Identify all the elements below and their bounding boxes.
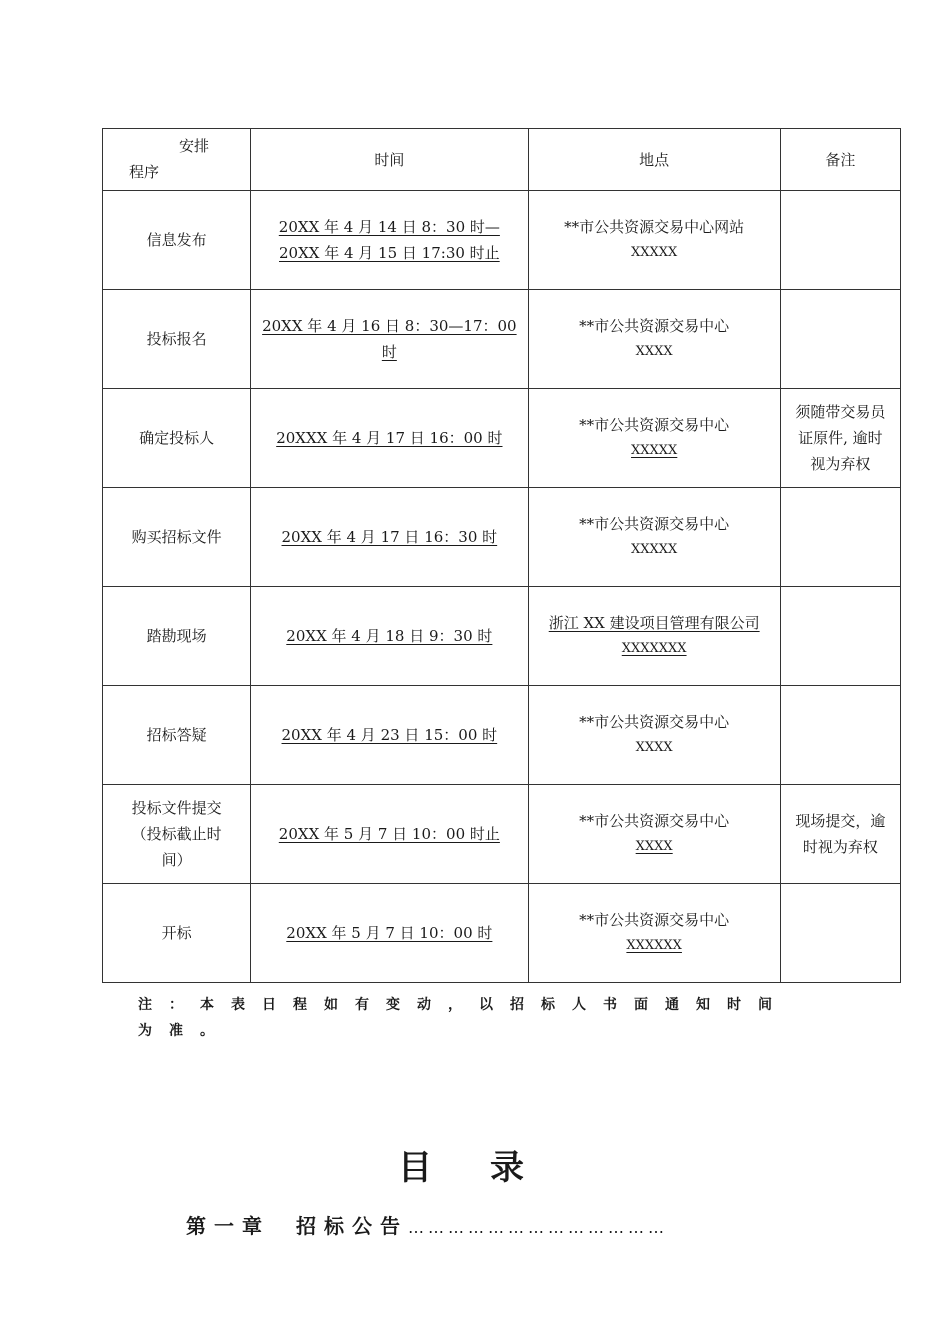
step-cell: [103, 884, 251, 983]
time-cell: [251, 686, 528, 785]
time-line: 20XX 年 4 月 14 日 8：30 时—: [278, 218, 500, 236]
place-line: XXXXX: [631, 245, 678, 260]
place-line: **市公共资源交易中心: [579, 911, 730, 929]
schedule-table: [102, 128, 901, 983]
step-line: 招标答疑: [146, 726, 207, 744]
step-line: 踏勘现场: [146, 627, 207, 645]
step-line: 投标文件提交: [131, 799, 222, 817]
remark-line: 视为弃权: [810, 455, 871, 473]
place-line: 浙江 XX 建设项目管理有限公司: [548, 614, 760, 632]
time-line: 20XX 年 4 月 15 日 17:30 时止: [279, 244, 500, 262]
place-cell: [528, 686, 780, 785]
remark-cell: [780, 191, 900, 290]
place-line: XXXXXXX: [621, 641, 687, 656]
time-line: 20XX 年 5 月 7 日 10：00 时止: [278, 825, 500, 843]
step-line: 确定投标人: [139, 429, 215, 447]
step-line: 开标: [161, 924, 192, 942]
time-line: 20XX 年 4 月 17 日 16：30 时: [281, 528, 498, 546]
table-note: [138, 992, 850, 1044]
remark-cell: [780, 785, 900, 884]
place-line: **市公共资源交易中心: [579, 515, 730, 533]
toc-title: 目录: [398, 1148, 582, 1188]
time-cell: [251, 884, 528, 983]
table-header-row: [103, 129, 901, 191]
time-line: 20XX 年 4 月 16 日 8：30—17：00 时: [262, 317, 517, 361]
step-line: 间）: [161, 851, 192, 869]
table-row: [103, 686, 901, 785]
time-line: 20XX 年 4 月 23 日 15：00 时: [281, 726, 498, 744]
table-row: [103, 587, 901, 686]
place-cell: [528, 785, 780, 884]
schedule-body: [103, 191, 901, 983]
corner-header-bottom: 程序: [129, 163, 160, 181]
place-line: **市公共资源交易中心网站: [564, 218, 745, 236]
place-line: XXXXX: [631, 542, 678, 557]
table-row: [103, 785, 901, 884]
remark-cell: [780, 389, 900, 488]
step-cell: [103, 389, 251, 488]
time-cell: [251, 389, 528, 488]
time-line: 20XXX 年 4 月 17 日 16：00 时: [276, 429, 503, 447]
time-cell: [251, 290, 528, 389]
remark-cell: [780, 884, 900, 983]
place-cell: [528, 884, 780, 983]
place-header: 地点: [528, 129, 780, 191]
time-cell: [251, 191, 528, 290]
place-line: **市公共资源交易中心: [579, 416, 730, 434]
table-row: [103, 191, 901, 290]
toc-leader-dots: …………………………………: [408, 1218, 668, 1237]
time-line: 20XX 年 5 月 7 日 10：00 时: [286, 924, 493, 942]
step-cell: [103, 488, 251, 587]
step-line: 购买招标文件: [131, 528, 222, 546]
note-line-2: 为准。: [138, 1023, 231, 1039]
place-cell: [528, 587, 780, 686]
step-line: （投标截止时: [131, 825, 222, 843]
place-line: XXXX: [635, 344, 673, 359]
corner-header-cell: [103, 129, 251, 191]
step-line: 信息发布: [146, 231, 207, 249]
remark-cell: [780, 290, 900, 389]
time-cell: [251, 587, 528, 686]
place-cell: [528, 191, 780, 290]
remark-header: 备注: [780, 129, 900, 191]
step-cell: [103, 191, 251, 290]
note-line-1: 注：本表日程如有变动，以招标人书面通知时间: [138, 997, 789, 1013]
table-row: [103, 290, 901, 389]
place-line: XXXX: [635, 839, 673, 854]
corner-header-top: 安排: [179, 137, 210, 155]
remark-cell: [780, 686, 900, 785]
table-row: [103, 389, 901, 488]
place-line: **市公共资源交易中心: [579, 713, 730, 731]
remark-line: 证原件, 逾时: [798, 429, 883, 447]
table-row: [103, 488, 901, 587]
time-cell: [251, 488, 528, 587]
place-line: **市公共资源交易中心: [579, 812, 730, 830]
toc-chapter-title: 招标公告: [296, 1214, 408, 1238]
place-cell: [528, 290, 780, 389]
time-cell: [251, 785, 528, 884]
remark-line: 须随带交易员: [795, 403, 886, 421]
step-cell: [103, 587, 251, 686]
remark-line: 时视为弃权: [802, 838, 878, 856]
place-line: **市公共资源交易中心: [579, 317, 730, 335]
step-cell: [103, 686, 251, 785]
place-cell: [528, 488, 780, 587]
toc-chapter-number: 第一章: [186, 1214, 270, 1238]
step-cell: [103, 785, 251, 884]
remark-line: 现场提交，逾: [795, 812, 886, 830]
place-line: XXXXX: [631, 443, 678, 458]
remark-cell: [780, 587, 900, 686]
toc-entry[interactable]: [186, 1210, 866, 1242]
place-line: XXXXXX: [626, 938, 682, 953]
step-line: 投标报名: [146, 330, 207, 348]
place-cell: [528, 389, 780, 488]
time-line: 20XX 年 4 月 18 日 9：30 时: [286, 627, 493, 645]
remark-cell: [780, 488, 900, 587]
time-header: 时间: [251, 129, 528, 191]
place-line: XXXX: [635, 740, 673, 755]
step-cell: [103, 290, 251, 389]
table-row: [103, 884, 901, 983]
